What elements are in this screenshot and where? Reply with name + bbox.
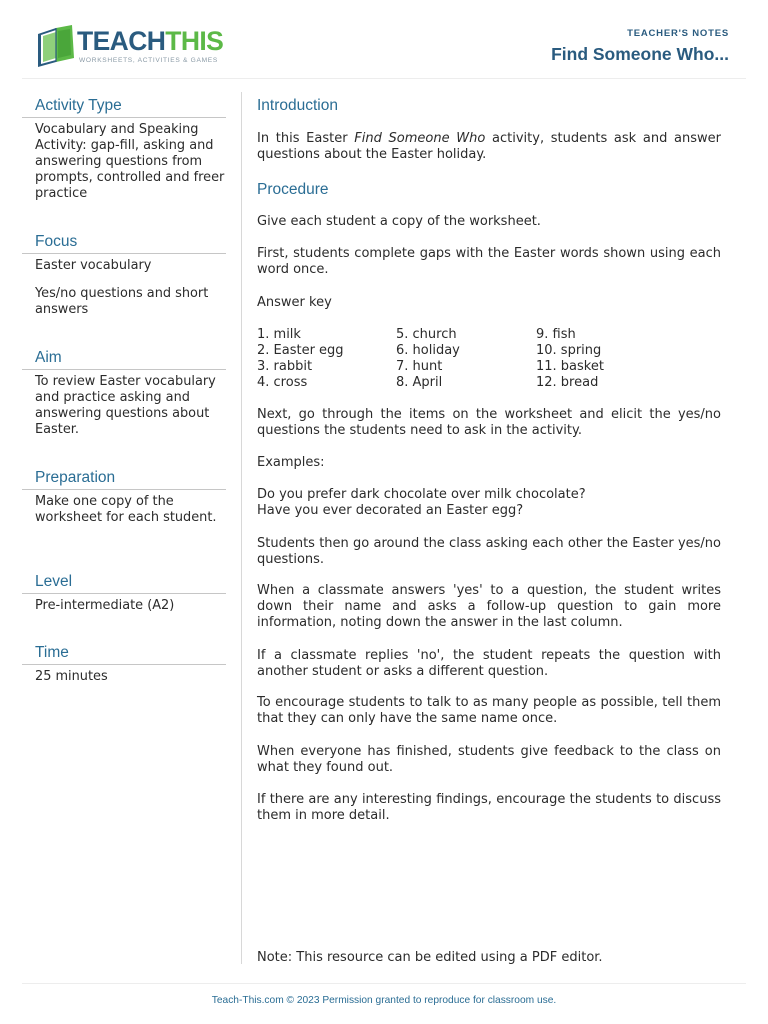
answer-item: 3. rabbit — [257, 359, 313, 374]
level-heading: Level — [35, 573, 73, 590]
introduction-section — [257, 96, 721, 115]
footer-divider — [22, 983, 746, 984]
procedure-step-5 — [257, 583, 721, 631]
editor-note: Note: This resource can be edited using a PDF editor. — [257, 950, 603, 965]
column-divider — [241, 92, 242, 964]
copyright-footer: Teach-This.com © 2023 Permission granted to reproduce for classroom use. — [211, 995, 557, 1006]
introduction-block — [257, 131, 721, 163]
answer-column — [536, 327, 676, 391]
book-logo-icon — [36, 24, 76, 68]
procedure-step-9 — [257, 792, 721, 824]
answer-item: 8. April — [396, 375, 443, 390]
focus-item: Yes/no questions and short answers — [35, 286, 209, 317]
procedure-paragraph: Give each student a copy of the worksheet. — [257, 214, 541, 229]
procedure-paragraph: Students then go around the class asking each other the Easter yes/no questions. — [257, 536, 721, 567]
procedure-paragraph: First, students complete gaps with the Easter words shown using each word once. — [257, 246, 721, 277]
example-question: Have you ever decorated an Easter egg? — [257, 503, 524, 518]
preparation-heading: Preparation — [35, 469, 116, 486]
procedure-paragraph: Next, go through the items on the worksheet and elicit the yes/no questions the students need to ask in the activity. — [257, 407, 721, 438]
preparation-text: Make one copy of the worksheet for each student. — [35, 494, 217, 525]
preparation-section — [22, 468, 226, 538]
procedure-paragraph: If there are any interesting findings, encourage the students to discuss them in more detail. — [257, 792, 721, 823]
answer-key-label: Answer key — [257, 295, 332, 310]
introduction-heading: Introduction — [257, 97, 338, 114]
section-rule — [22, 593, 226, 594]
page-header — [0, 0, 768, 80]
answer-item: 9. fish — [536, 327, 576, 342]
activity-type-text: Vocabulary and Speaking Activity: gap-fill, asking and answering questions from prompts, controlled and freer practice — [35, 122, 225, 201]
activity-type-heading: Activity Type — [35, 97, 122, 114]
procedure-step-6 — [257, 648, 721, 680]
procedure-paragraph: When everyone has finished, students give feedback to the class on what they found out. — [257, 744, 721, 775]
answer-item: 12. bread — [536, 375, 599, 390]
answer-item: 6. holiday — [396, 343, 460, 358]
procedure-step-1 — [257, 214, 721, 230]
procedure-step-7 — [257, 695, 721, 727]
level-section — [22, 572, 226, 626]
logo-wordmark: TEACHTHIS — [77, 26, 224, 56]
aim-section — [22, 348, 226, 450]
answer-item: 11. basket — [536, 359, 604, 374]
level-text: Pre-intermediate (A2) — [35, 598, 175, 613]
procedure-step-2 — [257, 246, 721, 278]
activity-name-italic: Find Someone Who — [354, 131, 486, 146]
examples-label: Examples: — [257, 455, 325, 470]
answer-item: 2. Easter egg — [257, 343, 344, 358]
focus-item: Easter vocabulary — [35, 258, 152, 273]
section-rule — [22, 664, 226, 665]
answer-item: 10. spring — [536, 343, 602, 358]
time-heading: Time — [35, 644, 69, 661]
focus-heading: Focus — [35, 233, 78, 250]
aim-text: To review Easter vocabulary and practice asking and answering questions about Easter. — [35, 374, 216, 437]
answer-key-label-block — [257, 295, 721, 311]
section-rule — [22, 117, 226, 118]
procedure-step-8 — [257, 744, 721, 776]
section-rule — [22, 253, 226, 254]
activity-type-section — [22, 96, 226, 214]
introduction-text: In this Easter Find Someone Who activity, students ask and answer questions about the Easter holiday. — [257, 131, 721, 162]
answer-item: 4. cross — [257, 375, 308, 390]
header-divider — [22, 78, 746, 79]
example-question: Do you prefer dark chocolate over milk chocolate? — [257, 487, 586, 502]
procedure-step-3 — [257, 407, 721, 439]
procedure-section — [257, 180, 721, 199]
teachers-notes-label: TEACHER'S NOTES — [627, 28, 729, 39]
editor-note-block — [257, 950, 721, 966]
answer-item: 5. church — [396, 327, 457, 342]
time-section — [22, 643, 226, 697]
logo-tagline: WORKSHEETS, ACTIVITIES & GAMES — [79, 57, 218, 64]
aim-heading: Aim — [35, 349, 62, 366]
procedure-paragraph: If a classmate replies 'no', the student repeats the question with another student or asks a different question. — [257, 648, 721, 679]
answer-item: 1. milk — [257, 327, 301, 342]
procedure-paragraph: When a classmate answers 'yes' to a question, the student writes down their name and asks a follow-up question to gain more information, noting down the answer in the last column. — [257, 583, 721, 630]
document-title: Find Someone Who... — [551, 44, 729, 64]
procedure-paragraph: To encourage students to talk to as many people as possible, tell them that they can only have the same name once. — [257, 695, 721, 726]
answer-key — [257, 327, 721, 391]
teach-this-logo — [36, 24, 236, 70]
answer-item: 7. hunt — [396, 359, 443, 374]
procedure-step-4 — [257, 536, 721, 568]
section-rule — [22, 489, 226, 490]
procedure-heading: Procedure — [257, 181, 329, 198]
examples-block — [257, 487, 721, 519]
answer-column — [257, 327, 396, 391]
section-rule — [22, 369, 226, 370]
answer-column — [396, 327, 536, 391]
focus-section — [22, 232, 226, 330]
time-text: 25 minutes — [35, 669, 108, 684]
examples-label-block — [257, 455, 721, 471]
